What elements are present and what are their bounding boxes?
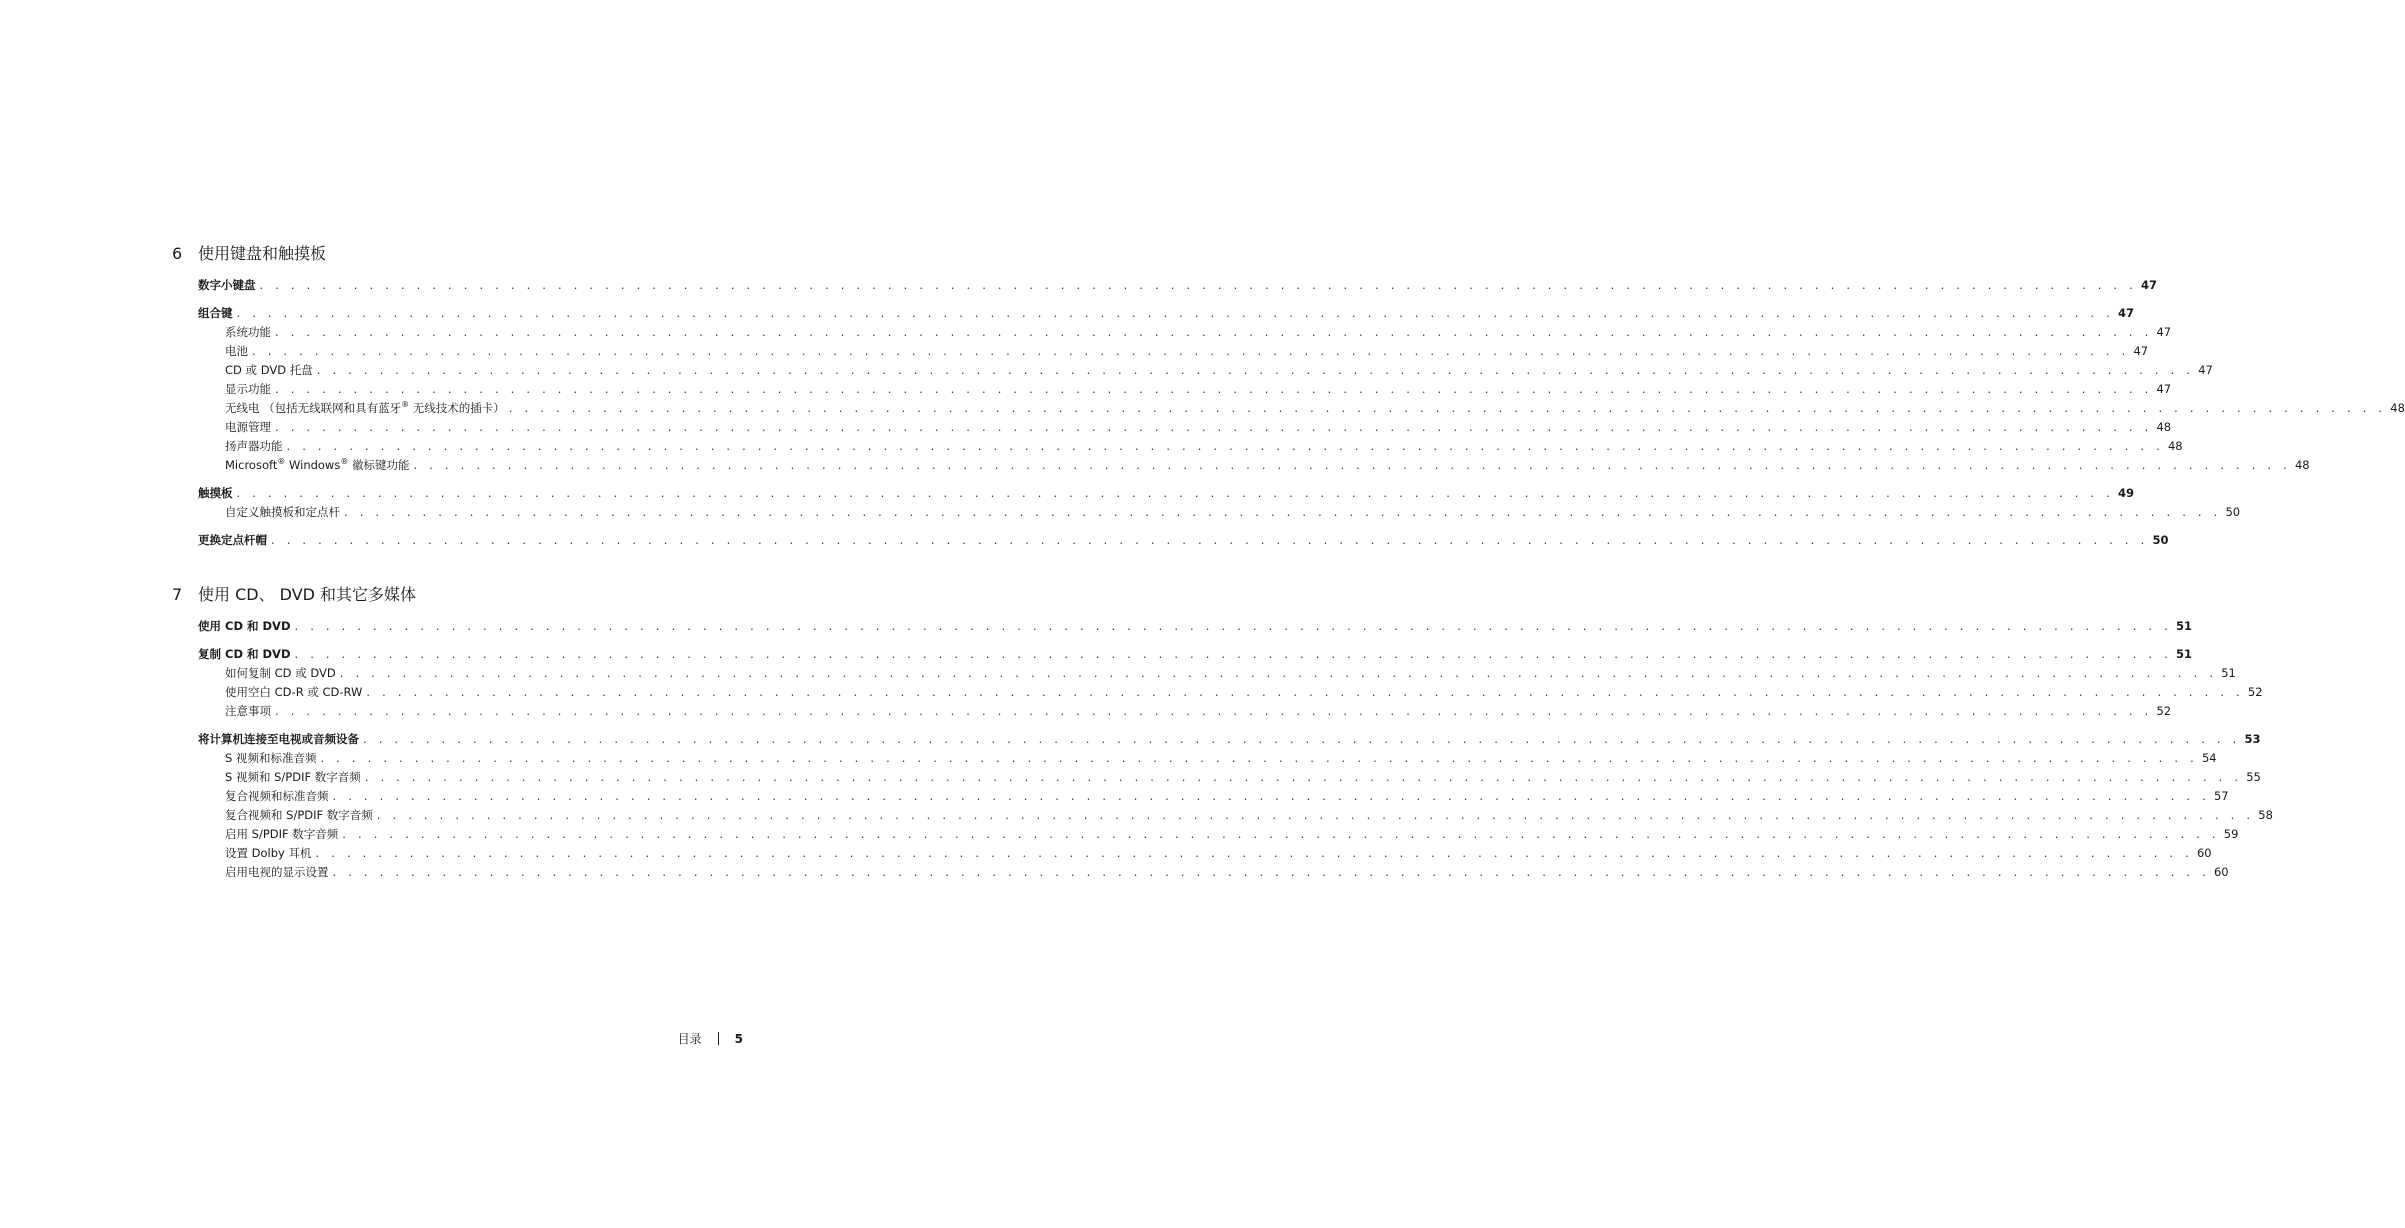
dot-leader: . . . . . . . . . . . . . . . . . . . . . . . . . . . . . . . . . . . . . . . . . . . . . . . . . . . . . . . . . . . . . . . . . . . . . . . . . . . . . . . . . . . . . . . . . . . . . . . . . . . . . . . . . . . . . . . . . . . . . . . . <box>236 306 2114 320</box>
title-text: 电池 <box>225 344 248 358</box>
title-text: 组合键 <box>198 306 233 320</box>
toc-entry-title <box>225 437 283 456</box>
toc-entry-title <box>225 664 336 683</box>
toc-entry[interactable] <box>198 323 2172 342</box>
dot-leader: . . . . . . . . . . . . . . . . . . . . . . . . . . . . . . . . . . . . . . . . . . . . . . . . . . . . . . . . . . . . . . . . . . . . . . . . . . . . . . . . . . . . . . . . . . . . . . . . . . . . . . . . . . . . . . . . . . . . . . . . <box>275 704 2153 718</box>
title-text: S 视频和 S/PDIF 数字音频 <box>225 770 361 784</box>
toc-entry[interactable] <box>198 276 2157 295</box>
footer-label: 目录 <box>677 1032 702 1046</box>
toc-entry-title <box>225 683 362 702</box>
title-text: 复制 CD 和 DVD <box>198 647 291 661</box>
toc-page-number: 57 <box>2213 789 2229 803</box>
toc-entry-title <box>225 380 271 399</box>
chapter-title: 使用 CD、 DVD 和其它多媒体 <box>198 585 417 604</box>
toc-entry-title <box>225 768 361 787</box>
footer-separator <box>718 1032 719 1045</box>
toc-page-number: 51 <box>2175 619 2192 633</box>
chapter-6 <box>172 244 2405 550</box>
chapter-7-heading <box>172 585 630 605</box>
dot-leader: . . . . . . . . . . . . . . . . . . . . . . . . . . . . . . . . . . . . . . . . . . . . . . . . . . . . . . . . . . . . . . . . . . . . . . . . . . . . . . . . . . . . . . . . . . . . . . . . . . . . . . . . . . . . . . . . . . . . . . . . <box>316 363 2195 377</box>
page-number: 5 <box>734 1031 743 1046</box>
dot-leader: . . . . . . . . . . . . . . . . . . . . . . . . . . . . . . . . . . . . . . . . . . . . . . . . . . . . . . . . . . . . . . . . . . . . . . . . . . . . . . . . . . . . . . . . . . . . . . . . . . . . . . . . . . . . . . . . . . . . . . . . <box>376 808 2255 822</box>
title-text: 无线技术的插卡） <box>409 401 505 415</box>
dot-leader: . . . . . . . . . . . . . . . . . . . . . . . . . . . . . . . . . . . . . . . . . . . . . . . . . . . . . . . . . . . . . . . . . . . . . . . . . . . . . . . . . . . . . . . . . . . . . . . . . . . . . . . . . . . . . . . . . . . . . . . . <box>364 770 2243 784</box>
toc-page-number: 60 <box>2196 846 2212 860</box>
title-text: 如何复制 CD 或 DVD <box>225 666 336 680</box>
dot-leader: . . . . . . . . . . . . . . . . . . . . . . . . . . . . . . . . . . . . . . . . . . . . . . . . . . . . . . . . . . . . . . . . . . . . . . . . . . . . . . . . . . . . . . . . . . . . . . . . . . . . . . . . . . . . . . . . . . . . . . . . <box>286 439 2164 453</box>
title-text: 系统功能 <box>225 325 271 339</box>
toc-entry-title <box>225 863 329 882</box>
toc-entry-title <box>225 503 340 522</box>
toc-entry-title <box>225 418 271 437</box>
toc-page-number: 48 <box>2294 458 2310 472</box>
toc-entry[interactable] <box>198 503 2241 522</box>
toc-page-number: 48 <box>2390 401 2405 415</box>
toc-entry[interactable] <box>198 380 2172 399</box>
title-text: 显示功能 <box>225 382 271 396</box>
dot-leader: . . . . . . . . . . . . . . . . . . . . . . . . . . . . . . . . . . . . . . . . . . . . . . . . . . . . . . . . . . . . . . . . . . . . . . . . . . . . . . . . . . . . . . . . . . . . . . . . . . . . . . . . . . . . . . . . . . . . . . . . <box>275 325 2153 339</box>
toc-page-number: 51 <box>2175 647 2192 661</box>
title-text: CD 或 DVD 托盘 <box>225 363 313 377</box>
title-text: 无线电 （包括无线联网和具有蓝牙 <box>225 401 402 415</box>
chapter-number: 7 <box>172 585 183 604</box>
dot-leader: . . . . . . . . . . . . . . . . . . . . . . . . . . . . . . . . . . . . . . . . . . . . . . . . . . . . . . . . . . . . . . . . . . . . . . . . . . . . . . . . . . . . . . . . . . . . . . . . . . . . . . . . . . . . . . . . . . . . . . . . <box>275 420 2153 434</box>
dot-leader: . . . . . . . . . . . . . . . . . . . . . . . . . . . . . . . . . . . . . . . . . . . . . . . . . . . . . . . . . . . . . . . . . . . . . . . . . . . . . . . . . . . . . . . . . . . . . . . . . . . . . . . . . . . . . . . . . . . . . . . . <box>508 401 2387 415</box>
dot-leader: . . . . . . . . . . . . . . . . . . . . . . . . . . . . . . . . . . . . . . . . . . . . . . . . . . . . . . . . . . . . . . . . . . . . . . . . . . . . . . . . . . . . . . . . . . . . . . . . . . . . . . . . . . . . . . . . . . . . . . . . <box>294 647 2172 661</box>
toc-entry[interactable] <box>198 418 2172 437</box>
toc-entry[interactable] <box>198 399 2405 418</box>
title-text: 启用电视的显示设置 <box>225 865 329 879</box>
toc-page-number: 48 <box>2156 420 2172 434</box>
dot-leader: . . . . . . . . . . . . . . . . . . . . . . . . . . . . . . . . . . . . . . . . . . . . . . . . . . . . . . . . . . . . . . . . . . . . . . . . . . . . . . . . . . . . . . . . . . . . . . . . . . . . . . . . . . . . . . . . . . . . . . . . <box>366 685 2244 699</box>
toc-entry-title <box>225 342 248 361</box>
toc-page-number: 47 <box>2156 382 2172 396</box>
title-text: 复合视频和 S/PDIF 数字音频 <box>225 808 373 822</box>
title-text: 设置 Dolby 耳机 <box>225 846 312 860</box>
toc-entry-title <box>225 323 271 342</box>
toc-page-number: 50 <box>2152 533 2169 547</box>
dot-leader: . . . . . . . . . . . . . . . . . . . . . . . . . . . . . . . . . . . . . . . . . . . . . . . . . . . . . . . . . . . . . . . . . . . . . . . . . . . . . . . . . . . . . . . . . . . . . . . . . . . . . . . . . . . . . . . . . . . . . . . . <box>315 846 2193 860</box>
dot-leader: . . . . . . . . . . . . . . . . . . . . . . . . . . . . . . . . . . . . . . . . . . . . . . . . . . . . . . . . . . . . . . . . . . . . . . . . . . . . . . . . . . . . . . . . . . . . . . . . . . . . . . . . . . . . . . . . . . . . . . . . <box>320 751 2198 765</box>
toc-page-number: 51 <box>2221 666 2236 680</box>
toc-entry[interactable] <box>198 702 2172 721</box>
toc-entry-title <box>225 399 505 418</box>
dot-leader: . . . . . . . . . . . . . . . . . . . . . . . . . . . . . . . . . . . . . . . . . . . . . . . . . . . . . . . . . . . . . . . . . . . . . . . . . . . . . . . . . . . . . . . . . . . . . . . . . . . . . . . . . . . . . . . . . . . . . . . . <box>342 827 2220 841</box>
toc-entry-title <box>225 749 316 768</box>
toc-page-number: 47 <box>2133 344 2149 358</box>
chapter-7 <box>172 585 2273 882</box>
toc-entry[interactable] <box>198 844 2212 863</box>
toc-entry-title <box>225 456 410 475</box>
title-text: S 视频和标准音频 <box>225 751 317 765</box>
registered-mark: ® <box>277 457 286 466</box>
toc-entry[interactable] <box>198 617 2192 636</box>
toc-page-number: 49 <box>2117 486 2134 500</box>
dot-leader: . . . . . . . . . . . . . . . . . . . . . . . . . . . . . . . . . . . . . . . . . . . . . . . . . . . . . . . . . . . . . . . . . . . . . . . . . . . . . . . . . . . . . . . . . . . . . . . . . . . . . . . . . . . . . . . . . . . . . . . . <box>344 505 2222 519</box>
toc-entry[interactable] <box>198 664 2236 683</box>
chapter-title: 使用键盘和触摸板 <box>198 244 327 263</box>
toc-entry-title <box>198 617 291 636</box>
toc-page-number: 58 <box>2258 808 2273 822</box>
toc-entry[interactable] <box>198 787 2229 806</box>
toc-entry[interactable] <box>198 645 2192 664</box>
title-text: Windows <box>285 458 341 472</box>
title-text: 使用空白 CD-R 或 CD-RW <box>225 685 363 699</box>
toc-entry-title <box>198 730 359 749</box>
toc-entry-title <box>225 702 271 721</box>
title-text: 使用 CD 和 DVD <box>198 619 291 633</box>
title-text: 自定义触摸板和定点杆 <box>225 505 340 519</box>
dot-leader: . . . . . . . . . . . . . . . . . . . . . . . . . . . . . . . . . . . . . . . . . . . . . . . . . . . . . . . . . . . . . . . . . . . . . . . . . . . . . . . . . . . . . . . . . . . . . . . . . . . . . . . . . . . . . . . . . . . . . . . . <box>332 789 2210 803</box>
toc-entry[interactable] <box>198 863 2229 882</box>
dot-leader: . . . . . . . . . . . . . . . . . . . . . . . . . . . . . . . . . . . . . . . . . . . . . . . . . . . . . . . . . . . . . . . . . . . . . . . . . . . . . . . . . . . . . . . . . . . . . . . . . . . . . . . . . . . . . . . . . . . . . . . . <box>236 486 2114 500</box>
toc-page-number: 47 <box>2140 278 2157 292</box>
toc-page-number: 55 <box>2246 770 2261 784</box>
toc-entry[interactable] <box>198 342 2149 361</box>
toc-entry-title <box>225 806 373 825</box>
toc-page-number: 48 <box>2167 439 2183 453</box>
toc-entry-title <box>198 645 291 664</box>
toc-entry[interactable] <box>198 768 2261 787</box>
toc-page-number: 54 <box>2201 751 2217 765</box>
dot-leader: . . . . . . . . . . . . . . . . . . . . . . . . . . . . . . . . . . . . . . . . . . . . . . . . . . . . . . . . . . . . . . . . . . . . . . . . . . . . . . . . . . . . . . . . . . . . . . . . . . . . . . . . . . . . . . . . . . . . . . . . <box>339 666 2218 680</box>
toc-entry-title <box>225 787 329 806</box>
title-text: 注意事项 <box>225 704 271 718</box>
toc-entry[interactable] <box>198 484 2134 503</box>
toc-entry-title <box>198 304 233 323</box>
toc-entry[interactable] <box>198 730 2261 749</box>
title-text: 徽标键功能 <box>348 458 410 472</box>
page-footer <box>600 1030 743 1047</box>
toc-page-number: 50 <box>2225 505 2241 519</box>
title-text: 启用 S/PDIF 数字音频 <box>225 827 339 841</box>
toc-entry[interactable] <box>198 806 2273 825</box>
toc-page-number: 59 <box>2223 827 2239 841</box>
chapter-6-heading <box>172 244 630 264</box>
toc-page-number: 53 <box>2244 732 2261 746</box>
toc-page-number: 52 <box>2156 704 2172 718</box>
title-text: 数字小键盘 <box>198 278 256 292</box>
toc-page-number: 52 <box>2247 685 2263 699</box>
title-text: 触摸板 <box>198 486 233 500</box>
title-text: 扬声器功能 <box>225 439 283 453</box>
title-text: 电源管理 <box>225 420 271 434</box>
toc-entry[interactable] <box>198 437 2183 456</box>
toc-entry[interactable] <box>198 531 2169 550</box>
dot-leader: . . . . . . . . . . . . . . . . . . . . . . . . . . . . . . . . . . . . . . . . . . . . . . . . . . . . . . . . . . . . . . . . . . . . . . . . . . . . . . . . . . . . . . . . . . . . . . . . . . . . . . . . . . . . . . . . . . . . . . . . <box>259 278 2137 292</box>
toc-entry[interactable] <box>198 361 2213 380</box>
title-text: 复合视频和标准音频 <box>225 789 329 803</box>
toc-entry-title <box>198 531 267 550</box>
toc-page-number: 47 <box>2156 325 2172 339</box>
dot-leader: . . . . . . . . . . . . . . . . . . . . . . . . . . . . . . . . . . . . . . . . . . . . . . . . . . . . . . . . . . . . . . . . . . . . . . . . . . . . . . . . . . . . . . . . . . . . . . . . . . . . . . . . . . . . . . . . . . . . . . . . <box>413 458 2291 472</box>
title-text: 更换定点杆帽 <box>198 533 267 547</box>
toc-page-number: 47 <box>2117 306 2134 320</box>
title-text: Microsoft <box>225 458 278 472</box>
chapter-number: 6 <box>172 244 183 263</box>
dot-leader: . . . . . . . . . . . . . . . . . . . . . . . . . . . . . . . . . . . . . . . . . . . . . . . . . . . . . . . . . . . . . . . . . . . . . . . . . . . . . . . . . . . . . . . . . . . . . . . . . . . . . . . . . . . . . . . . . . . . . . . . <box>271 533 2149 547</box>
toc-entry-title <box>225 361 313 380</box>
toc-entry[interactable] <box>198 825 2239 844</box>
dot-leader: . . . . . . . . . . . . . . . . . . . . . . . . . . . . . . . . . . . . . . . . . . . . . . . . . . . . . . . . . . . . . . . . . . . . . . . . . . . . . . . . . . . . . . . . . . . . . . . . . . . . . . . . . . . . . . . . . . . . . . . . <box>332 865 2210 879</box>
toc-entry-title <box>198 276 256 295</box>
dot-leader: . . . . . . . . . . . . . . . . . . . . . . . . . . . . . . . . . . . . . . . . . . . . . . . . . . . . . . . . . . . . . . . . . . . . . . . . . . . . . . . . . . . . . . . . . . . . . . . . . . . . . . . . . . . . . . . . . . . . . . . . <box>294 619 2172 633</box>
toc-entry-title <box>198 484 233 503</box>
toc-entries <box>198 276 2405 550</box>
toc-entry[interactable] <box>198 304 2134 323</box>
dot-leader: . . . . . . . . . . . . . . . . . . . . . . . . . . . . . . . . . . . . . . . . . . . . . . . . . . . . . . . . . . . . . . . . . . . . . . . . . . . . . . . . . . . . . . . . . . . . . . . . . . . . . . . . . . . . . . . . . . . . . . . . <box>275 382 2153 396</box>
dot-leader: . . . . . . . . . . . . . . . . . . . . . . . . . . . . . . . . . . . . . . . . . . . . . . . . . . . . . . . . . . . . . . . . . . . . . . . . . . . . . . . . . . . . . . . . . . . . . . . . . . . . . . . . . . . . . . . . . . . . . . . . <box>363 732 2241 746</box>
registered-mark: ® <box>340 457 349 466</box>
dot-leader: . . . . . . . . . . . . . . . . . . . . . . . . . . . . . . . . . . . . . . . . . . . . . . . . . . . . . . . . . . . . . . . . . . . . . . . . . . . . . . . . . . . . . . . . . . . . . . . . . . . . . . . . . . . . . . . . . . . . . . . . <box>252 344 2130 358</box>
toc-page-number: 60 <box>2213 865 2229 879</box>
title-text: 将计算机连接至电视或音频设备 <box>198 732 359 746</box>
toc-page-number: 47 <box>2198 363 2213 377</box>
toc-entry-title <box>225 844 312 863</box>
toc-entry[interactable] <box>198 749 2217 768</box>
toc-entry-title <box>225 825 338 844</box>
toc-entry[interactable] <box>198 683 2263 702</box>
registered-mark: ® <box>401 400 410 409</box>
toc-entries <box>198 617 2273 882</box>
toc-entry[interactable] <box>198 456 2310 475</box>
